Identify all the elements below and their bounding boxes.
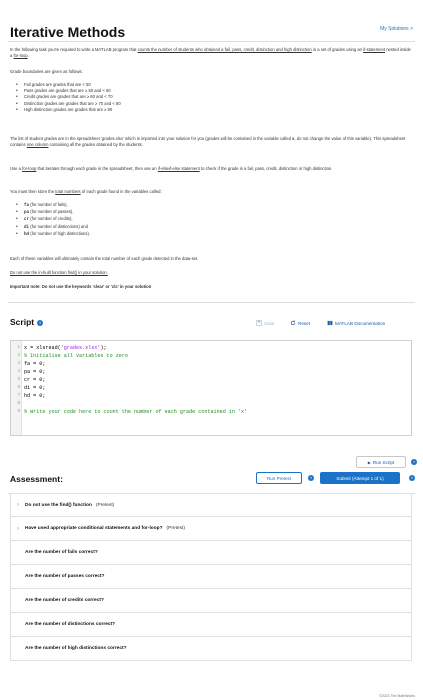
code-text: fa = 0; [24,361,46,367]
code-line [11,360,411,368]
code-text: hd = 0; [24,393,46,399]
list-item [10,202,412,209]
variable-name: pa [24,211,30,216]
code-text: ); [100,345,107,351]
my-solutions-link[interactable]: My Solutions > [380,26,413,32]
list-item [10,231,412,238]
assessment-item-find[interactable] [10,493,412,517]
pretest-tag: (Pretest) [95,502,115,508]
code-comment: % Write your code here to count the number of each grade contained in 'x' [24,409,248,415]
assessment-label: Are the number of high distinctions correct? [25,646,127,651]
assessment-label: Are the number of distinctions correct? [25,622,116,627]
list-item [10,209,412,216]
info-icon[interactable]: i [308,475,314,481]
find-restriction: Do not use the in-built function find() in your solution. [10,270,108,275]
list-item: • Fail grades are grades that are < 50 [10,82,412,88]
code-line [11,376,411,384]
pretest-tag: (Pretest) [166,526,185,531]
text: in a set of grades using an [311,47,364,52]
line-number: 2 [17,354,20,358]
divider [8,41,415,42]
highlighted-text: counts the number of students who obtained a fail, pass, credit, distinction and high distinction [137,47,312,52]
script-heading [10,317,43,327]
assessment-item-credits [10,589,412,613]
text: that iterates through each grade in the spreadsheet, then use an [36,166,158,171]
text: of each grade found in the variables called: [80,189,162,194]
text: You must then store the [10,189,56,194]
store-instructions [10,189,412,195]
info-icon[interactable]: i [37,320,43,326]
line-number: 7 [17,394,20,398]
line-number: 1 [17,346,20,350]
code-text: cr = 0; [24,377,46,383]
highlighted-text: if-elseif-else statement [157,166,200,171]
reset-button[interactable] [290,320,310,326]
highlighted-text: one column [26,142,49,148]
code-line [11,352,411,360]
grade-boundaries-list [10,82,412,113]
reset-icon [290,320,296,326]
variable-description: (for number of high distinctions). [29,230,91,236]
text: , do not change the value of this variable). This spreadsheet contains [10,136,406,148]
assessment-heading: Assessment: [10,474,63,484]
page-title: Iterative Methods [10,24,126,40]
code-editor[interactable] [10,340,412,436]
variable-name: di [24,225,30,230]
list-item: • High distinction grades are grades that are ≥ 80 [10,107,412,113]
chevron-right-icon[interactable]: › [17,502,19,508]
run-script-button[interactable] [356,456,406,468]
book-icon [327,320,333,326]
assessment-label: Are the number of passes correct? [25,574,105,579]
documentation-label: MATLAB Documentation [335,320,386,326]
variables-list [10,202,412,238]
code-line [11,392,411,400]
text: In the following task you're required to write a MATLAB program that [10,47,138,52]
assessment-item-high-distinctions [10,637,412,661]
highlighted-text: for-loop [13,53,28,59]
run-script-label: Run Script [372,459,395,465]
variable-description: (for number of passes), [29,209,74,215]
line-number: 9 [17,410,20,414]
code-line [11,344,411,352]
variable-description: (for number of fails), [29,202,68,207]
info-icon[interactable]: i [411,459,417,465]
list-item: • Credit grades are grades that are ≥ 60 and < 70 [10,94,412,100]
task-description [10,47,412,59]
highlighted-text: for-loop [22,166,37,171]
text: The list of student grades are in the spreadsheet 'grades.xlsx' which is imported into your solution for you (grades will be contained in the variable called [10,136,293,141]
assessment-item-distinctions [10,613,412,637]
assessment-label: Are the number of credits correct? [25,598,104,603]
code-line [11,408,411,416]
assessment-label: Are the number of fails correct? [25,550,98,555]
code-comment: % Initialise all variables to zero [24,353,128,359]
line-number: 8 [17,402,20,406]
important-note: Important note: Do not use the keywords 'clear' or 'clc' in your solution [10,284,152,289]
loop-instructions [10,166,412,172]
line-number: 4 [17,370,20,374]
info-icon[interactable]: i [409,475,415,481]
code-string: 'grades.xlsx' [60,345,101,351]
variable-description: (for number of credits), [29,216,73,222]
code-text [24,344,107,352]
grade-boundaries-heading: Grade boundaries are given as follows: [10,69,83,74]
chevron-right-icon[interactable]: › [17,525,19,532]
line-number: 6 [17,386,20,390]
matlab-documentation-link[interactable] [327,320,385,326]
assessment-item-passes [10,565,412,589]
submit-button[interactable]: Submit (Attempt 1 of 1) [320,472,400,484]
list-item: • Pass grades are grades that are ≥ 50 and < 60 [10,88,412,94]
play-icon: ▶ [367,459,371,465]
variable-name: cr [24,218,30,223]
copyright: ©2023 The MathWorks [379,694,415,698]
line-number: 5 [17,378,20,382]
text: nested inside a [10,47,411,59]
assessment-label: Do not use the find() function [25,502,92,508]
assessment-item-conditionals[interactable] [10,517,412,541]
save-label: Save [264,320,275,326]
list-item [10,216,412,223]
variable-name: hd [24,232,30,237]
divider [8,302,415,303]
list-item: • Distinction grades are grades that are ≥ 70 and < 80 [10,101,412,107]
highlighted-text: if-statement [363,47,386,52]
code-text: x = xlsread( [24,345,61,351]
variable-name: x [292,136,295,141]
dataset-note: Each of these variables will ultimately contain the total number of each grade detected in the data-set. [10,256,199,261]
code-line [11,368,411,376]
spreadsheet-description [10,136,412,148]
run-pretest-button[interactable]: Run Pretest [256,472,302,484]
highlighted-text: total numbers [55,189,81,194]
list-item [10,224,412,231]
script-title: Script [10,317,35,327]
reset-label: Reset [298,320,311,326]
text: to check if the grade is a fail, pass, credit, distinction or high distinction. [199,166,333,171]
text: . [27,53,29,59]
text: Use a [10,166,23,171]
text: containing all the grades obtained by the students. [48,142,143,148]
code-text: di = 0; [24,385,46,391]
save-icon [256,320,262,326]
assessment-label: Have used appropriate conditional statements and for-loop? [25,526,163,531]
save-button[interactable] [256,320,274,326]
variable-name: fa [24,204,30,208]
line-number: 3 [17,362,20,366]
assessment-item-fails [10,541,412,565]
code-line [11,400,411,408]
code-line [11,384,411,392]
code-text: pa = 0; [24,369,46,375]
variable-description: (for number of distinctions) and [29,223,88,229]
